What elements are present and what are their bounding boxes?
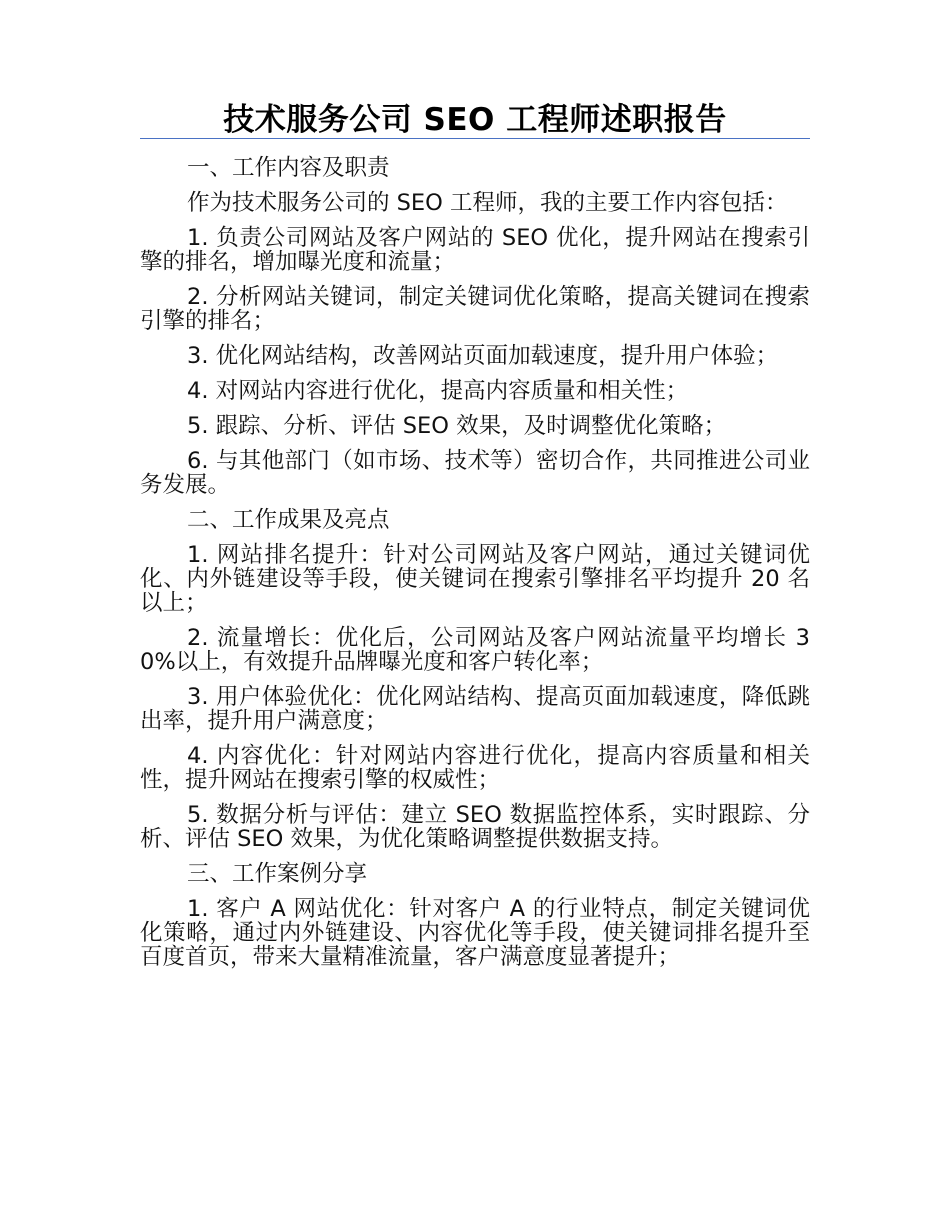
list-item: 2. 分析网站关键词，制定关键词优化策略，提高关键词在搜索引擎的排名； [140,284,810,334]
paragraph: 作为技术服务公司的 SEO 工程师，我的主要工作内容包括： [187,190,788,216]
document-title: 技术服务公司 SEO 工程师述职报告 [223,102,727,138]
list-item: 1. 网站排名提升：针对公司网站及客户网站，通过关键词优化、内外链建设等手段，使关键词在搜索引擎排名平均提升 20 名以上； [140,542,810,616]
list-item: 6. 与其他部门（如市场、技术等）密切合作，共同推进公司业务发展。 [140,448,810,498]
list-item: 4. 内容优化：针对网站内容进行优化，提高内容质量和相关性，提升网站在搜索引擎的权威性； [140,743,810,793]
list-item: 1. 负责公司网站及客户网站的 SEO 优化，提升网站在搜索引擎的排名，增加曝光度和流量； [140,225,810,275]
section-heading: 二、工作成果及亮点 [187,507,390,533]
list-item: 1. 客户 A 网站优化：针对客户 A 的行业特点，制定关键词优化策略，通过内外链建设、内容优化等手段，使关键词排名提升至百度首页，带来大量精准流量，客户满意度显著提升； [140,896,810,970]
list-item: 3. 优化网站结构，改善网站页面加载速度，提升用户体验； [187,343,779,369]
section-heading: 一、工作内容及职责 [187,155,390,181]
list-item: 3. 用户体验优化：优化网站结构、提高页面加载速度，降低跳出率，提升用户满意度； [140,684,810,734]
document-body [140,156,810,980]
section-heading: 三、工作案例分享 [187,861,368,887]
title-underline [140,138,810,139]
list-item: 5. 跟踪、分析、评估 SEO 效果，及时调整优化策略； [187,413,727,439]
list-item: 5. 数据分析与评估：建立 SEO 数据监控体系，实时跟踪、分析、评估 SEO 效果，为优化策略调整提供数据支持。 [140,802,810,852]
list-item: 2. 流量增长：优化后，公司网站及客户网站流量平均增长 30%以上，有效提升品牌曝光度和客户转化率； [140,625,810,675]
list-item: 4. 对网站内容进行优化，提高内容质量和相关性； [187,378,689,404]
